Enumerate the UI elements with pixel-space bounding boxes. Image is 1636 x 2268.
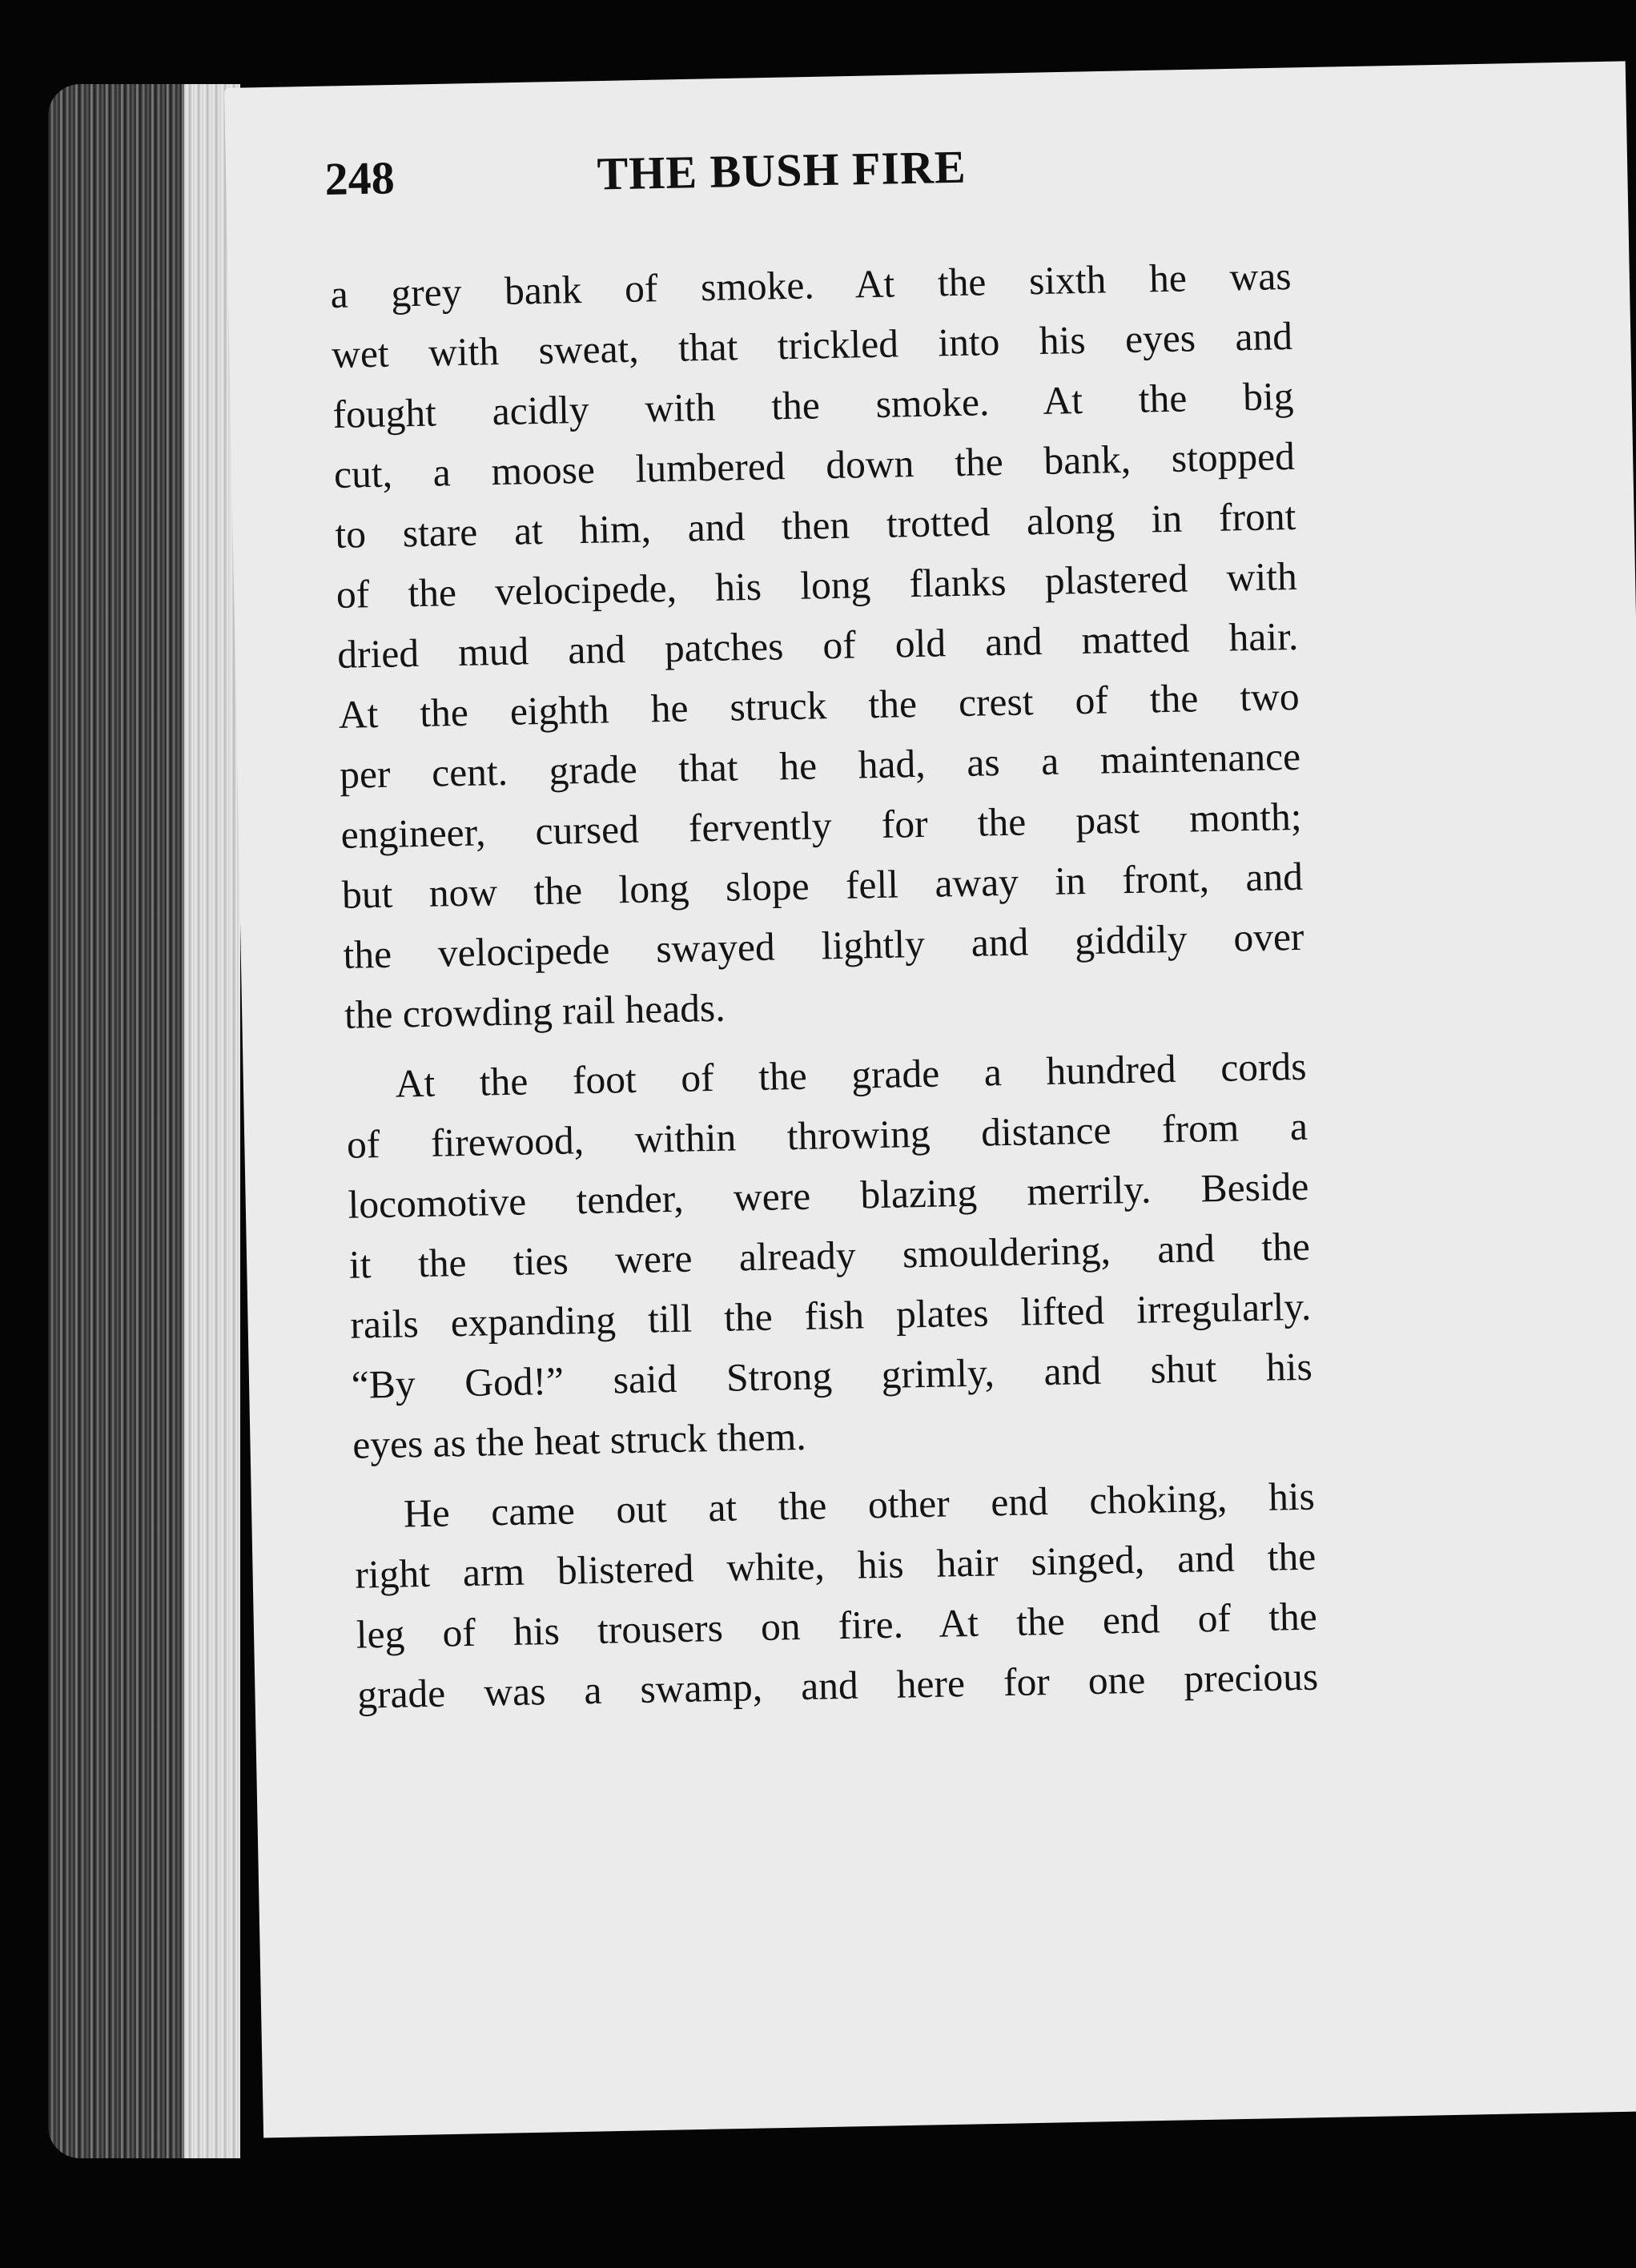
text-line: At the eighth he struck the crest of the two <box>338 674 1300 737</box>
paragraph-3 <box>353 1466 1319 1725</box>
paragraph-2 <box>345 1036 1314 1475</box>
text-line: of firewood, within throwing distance from a <box>346 1104 1308 1167</box>
text-line: but now the long slope fell away in front, and <box>341 854 1304 917</box>
text-line: dried mud and patches of old and matted hair. <box>336 613 1299 677</box>
text-line: locomotive tender, were blazing merrily. Beside <box>348 1164 1309 1227</box>
text-line: of the velocipede, his long flanks plastered with <box>336 553 1298 617</box>
text-line: fought acidly with the smoke. At the big <box>332 373 1294 436</box>
text-line: it the ties were already smouldering, and the <box>348 1224 1311 1287</box>
text-line: grade was a swamp, and here for one precious <box>356 1654 1319 1717</box>
text-line: the velocipede swayed lightly and giddily over <box>343 914 1304 977</box>
text-line: a grey bank of smoke. At the sixth he was <box>330 253 1292 316</box>
text-line: He came out at the other end choking, his <box>403 1474 1316 1536</box>
running-head <box>324 131 1431 264</box>
text-line: per cent. grade that he had, as a maintenance <box>339 734 1301 797</box>
text-line: eyes as the heat struck them. <box>352 1413 807 1467</box>
text-line: At the foot of the grade a hundred cords <box>395 1044 1307 1106</box>
page-number: 248 <box>324 151 396 205</box>
text-line: “By God!” said Strong grimly, and shut his <box>351 1344 1313 1407</box>
text-line: right arm blistered white, his hair singed, and the <box>354 1534 1316 1597</box>
text-line: cut, a moose lumbered down the bank, stopped <box>333 433 1296 497</box>
text-line: rails expanding till the fish plates lifted irregularly. <box>349 1284 1312 1347</box>
chapter-title: THE BUSH FIRE <box>596 140 967 200</box>
text-line: the crowding rail heads. <box>344 985 726 1037</box>
text-line: engineer, cursed fervently for the past month; <box>340 794 1302 857</box>
text-line: to stare at him, and then trotted along in front <box>334 493 1296 557</box>
text-line: leg of his trousers on fire. At the end of the <box>356 1594 1318 1657</box>
paragraph-1 <box>330 246 1305 1045</box>
text-line: wet with sweat, that trickled into his eyes and <box>331 313 1293 376</box>
body-text <box>330 246 1319 1725</box>
book-page-edges <box>48 84 240 2158</box>
